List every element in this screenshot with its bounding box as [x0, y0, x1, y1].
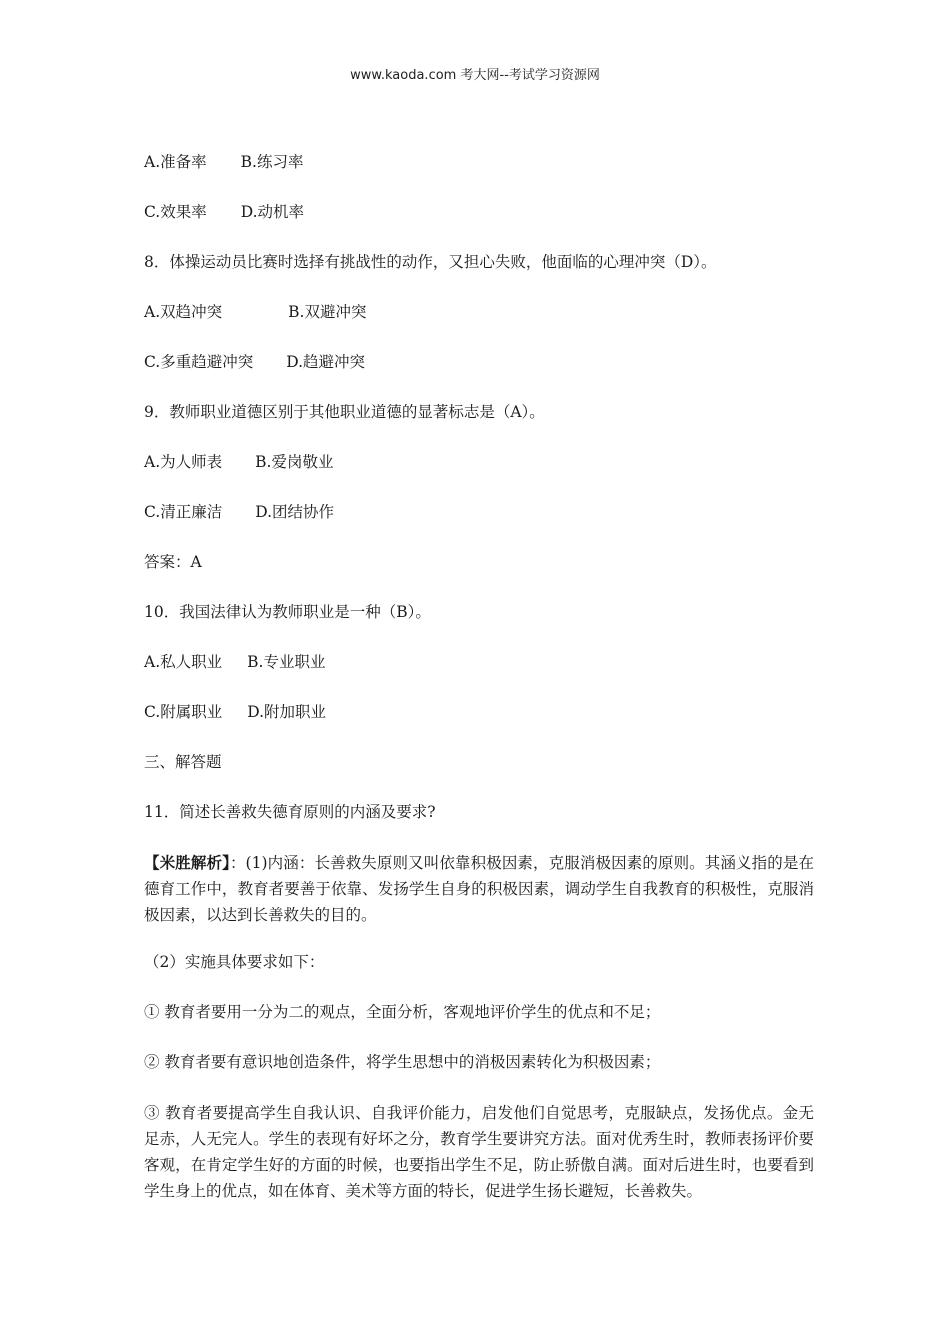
analysis-label: 【米胜解析】 [144, 853, 230, 872]
q11-requirement-1: ① 教育者要用一分为二的观点，全面分析，客观地评价学生的优点和不足； [144, 1003, 661, 1021]
q7-option-c: C.效果率 [144, 203, 207, 221]
q8-option-d: D.趋避冲突 [286, 353, 366, 371]
q10-option-c: C.附属职业 [144, 703, 223, 721]
q8-option-b: B.双避冲突 [288, 303, 367, 321]
q10-option-a: A.私人职业 [144, 653, 223, 671]
q9-answer: 答案：A [144, 553, 202, 571]
q10-option-b: B.专业职业 [247, 653, 326, 671]
analysis-text: ：(1)内涵：长善救失原则又叫依靠积极因素，克服消极因素的原则。其涵义指的是在德育工作中，教育者要善于依靠、发扬学生自身的积极因素，调动学生自我教育的积极性，克服消极因素，以达到长善救失的目的。 [144, 854, 814, 924]
q7-option-a: A.准备率 [144, 153, 207, 171]
section-title: 三、解答题 [144, 753, 222, 771]
q8-option-a: A.双趋冲突 [144, 303, 223, 321]
q7-options-row1 [144, 150, 814, 174]
q10-options-row1 [144, 650, 814, 674]
q8-option-c: C.多重趋避冲突 [144, 353, 254, 371]
q7-options-row2 [144, 200, 814, 224]
q7-option-d: D.动机率 [240, 203, 305, 221]
document-body [144, 150, 814, 1204]
q9-option-a: A.为人师表 [144, 453, 223, 471]
q11-analysis-paragraph [144, 850, 814, 928]
q9-stem: 9．教师职业道德区别于其他职业道德的显著标志是（A）。 [144, 403, 545, 421]
q11-stem: 11．简述长善救失德育原则的内涵及要求? [144, 803, 436, 821]
q8-stem: 8．体操运动员比赛时选择有挑战性的动作，又担心失败，他面临的心理冲突（D）。 [144, 253, 717, 271]
page-header: www.kaoda.com 考大网--考试学习资源网 [350, 68, 600, 83]
q9-option-c: C.清正廉洁 [144, 503, 223, 521]
q9-options-row1 [144, 450, 814, 474]
q11-requirements-heading: （2）实施具体要求如下： [144, 953, 325, 971]
q11-requirement-3: ③ 教育者要提高学生自我认识、自我评价能力，启发他们自觉思考，克服缺点，发扬优点。金无足赤，人无完人。学生的表现有好坏之分，教育学生要讲究方法。面对优秀生时，教师表扬评价要客观，在肯定学生好的方面的时候，也要指出学生不足，防止骄傲自满。面对后进生时，也要看到学生身上的优点，如在体育、美术等方面的特长，促进学生扬长避短，长善救失。 [144, 1104, 814, 1200]
q9-option-d: D.团结协作 [255, 503, 335, 521]
q8-options-row2 [144, 350, 814, 374]
q7-option-b: B.练习率 [240, 153, 304, 171]
q10-stem: 10．我国法律认为教师职业是一种（B）。 [144, 603, 431, 621]
q9-options-row2 [144, 500, 814, 524]
q10-option-d: D.附加职业 [247, 703, 327, 721]
q11-requirement-2: ② 教育者要有意识地创造条件，将学生思想中的消极因素转化为积极因素； [144, 1053, 661, 1071]
q9-option-b: B.爱岗敬业 [255, 453, 334, 471]
q8-options-row1 [144, 300, 814, 324]
q10-options-row2 [144, 700, 814, 724]
